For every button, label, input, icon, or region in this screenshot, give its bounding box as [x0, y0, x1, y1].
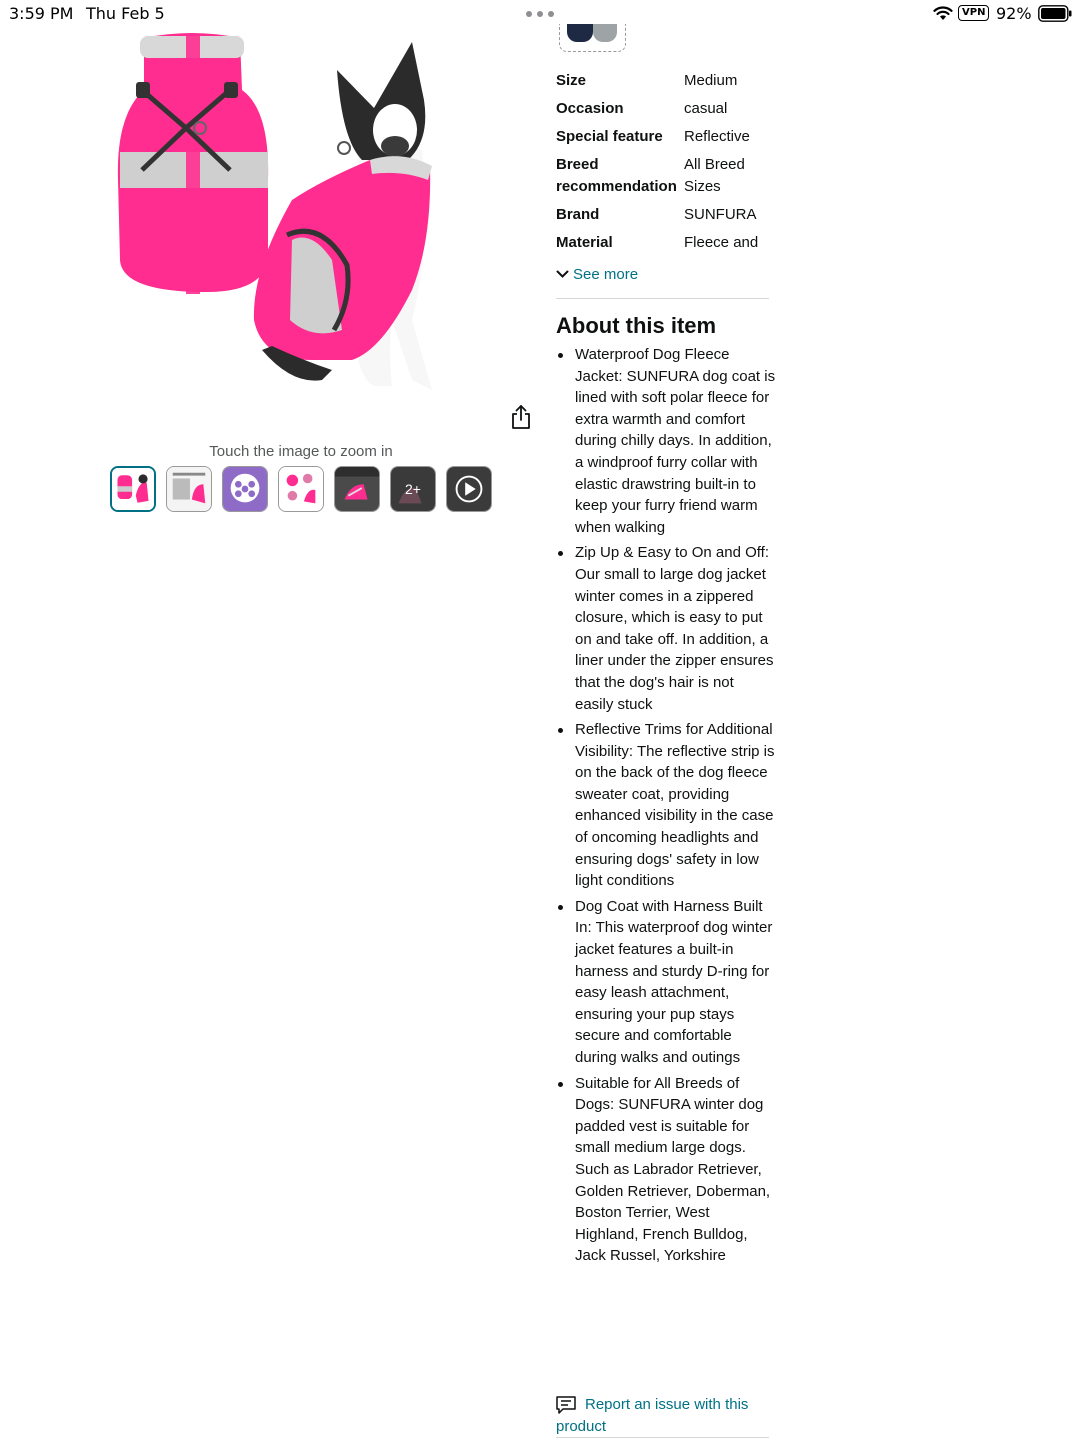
about-bullet: Zip Up & Easy to On and Off: Our small to large dog jacket winter comes in a zippered closure, which is easy to put on and take off. In addition, a liner under the zipper ensures that the dog's hair is not easily stuck [556, 542, 776, 715]
thumbnail-7-video[interactable] [446, 466, 492, 512]
dog-wearing-coat-illustration [254, 42, 432, 390]
report-issue-link[interactable] [556, 1394, 771, 1438]
spec-key: Brand [556, 206, 600, 223]
battery-icon [1038, 5, 1072, 22]
about-bullet: Suitable for All Breeds of Dogs: SUNFURA winter dog padded vest is suitable for small medium large dogs. Such as Labrador Retriever, Golden Retriever, Doberman, Boston Terrier, West Highland, French Bulldog, Jack Russel, Yorkshire [556, 1073, 776, 1267]
product-main-image[interactable] [112, 30, 492, 400]
about-bullets [556, 344, 776, 1271]
divider [556, 1437, 769, 1438]
report-issue-label: Report an issue with this product [556, 1396, 749, 1435]
battery-percent: 92% [996, 4, 1032, 23]
thumbnail-6-more[interactable] [390, 466, 436, 512]
about-bullet: Waterproof Dog Fleece Jacket: SUNFURA dog coat is lined with soft polar fleece for extra warmth and comfort during chilly days. In addition, a windproof furry collar with elastic drawstring built-in to keep your furry friend warm when walking [556, 344, 776, 538]
about-bullet: Reflective Trims for Additional Visibility: The reflective strip is on the back of the dog fleece sweater coat, providing enhanced visibility in the case of oncoming headlights and ensuring dogs' safety in low light conditions [556, 719, 776, 892]
thumbnail-1[interactable] [110, 466, 156, 512]
spec-value: SUNFURA [684, 206, 757, 223]
see-more-link[interactable] [556, 266, 638, 283]
status-time: 3:59 PM [9, 4, 74, 23]
status-bar [0, 0, 1080, 28]
feedback-icon [556, 1396, 576, 1414]
spec-key: Breed recommendation [556, 156, 677, 195]
coat-flat-illustration [118, 33, 268, 294]
wifi-icon [933, 6, 953, 21]
see-more-label: See more [573, 266, 639, 283]
divider [556, 298, 769, 299]
thumbnail-2[interactable] [166, 466, 212, 512]
spec-value: Reflective [684, 128, 750, 145]
status-date: Thu Feb 5 [86, 4, 165, 23]
color-option-navy[interactable] [567, 24, 593, 42]
spec-row-occasion [556, 98, 771, 120]
spec-row-special-feature [556, 126, 771, 148]
more-images-count: 2+ [405, 481, 421, 497]
spec-value: Medium [684, 72, 738, 89]
spec-row-brand [556, 204, 771, 226]
spec-row-size [556, 70, 771, 92]
product-specs-table [556, 70, 771, 258]
multitasking-dots-icon[interactable] [526, 11, 556, 17]
color-swatch-selector[interactable] [559, 24, 626, 52]
spec-row-material [556, 232, 771, 252]
spec-value: All Breed Sizes [684, 156, 745, 195]
vpn-badge: VPN [958, 5, 989, 21]
thumbnail-3[interactable] [222, 466, 268, 512]
spec-key: Special feature [556, 128, 663, 145]
spec-key: Occasion [556, 100, 624, 117]
zoom-hint: Touch the image to zoom in [209, 443, 393, 460]
spec-value: Fleece and [684, 234, 759, 251]
spec-row-breed [556, 154, 771, 198]
chevron-down-icon [556, 270, 569, 279]
thumbnail-strip [110, 466, 495, 514]
share-icon[interactable] [510, 404, 532, 430]
thumbnail-5[interactable] [334, 466, 380, 512]
thumbnail-4[interactable] [278, 466, 324, 512]
spec-value: casual [684, 100, 728, 117]
about-bullet: Dog Coat with Harness Built In: This waterproof dog winter jacket features a built-in harness and sturdy D-ring for easy leash attachment, ensuring your pup stays secure and comfortable during walks and outings [556, 896, 776, 1069]
spec-key: Material [556, 234, 613, 251]
about-title: About this item [556, 313, 717, 338]
color-option-gray[interactable] [593, 24, 617, 42]
spec-key: Size [556, 72, 587, 89]
